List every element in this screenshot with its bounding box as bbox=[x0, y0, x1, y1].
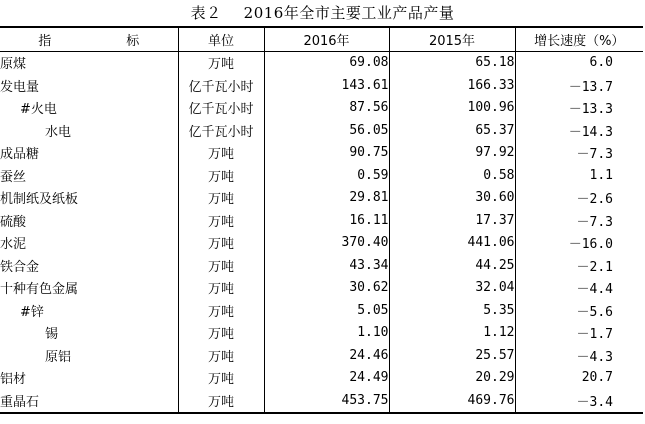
row-unit: 万吨 bbox=[178, 51, 264, 74]
row-growth-value: 20.7 bbox=[515, 367, 643, 390]
header-item-right: 标 bbox=[126, 33, 140, 49]
row-2016-value: 5.05 bbox=[264, 299, 389, 322]
row-unit: 万吨 bbox=[178, 232, 264, 255]
row-2015-value: 166.33 bbox=[389, 74, 515, 97]
row-unit: 万吨 bbox=[178, 389, 264, 413]
table-row bbox=[0, 344, 643, 367]
row-unit: 万吨 bbox=[178, 322, 264, 345]
row-growth-value: －3.4 bbox=[515, 389, 643, 413]
row-2016-value: 24.46 bbox=[264, 344, 389, 367]
header-2015: 2015年 bbox=[389, 27, 515, 51]
row-unit: 万吨 bbox=[178, 254, 264, 277]
row-unit: 亿千瓦小时 bbox=[178, 97, 264, 120]
row-2015-value: 20.29 bbox=[389, 367, 515, 390]
row-name: 铁合金 bbox=[0, 259, 40, 275]
row-name: 发电量 bbox=[0, 79, 40, 95]
row-2015-value: 17.37 bbox=[389, 209, 515, 232]
row-growth-value: －4.3 bbox=[515, 344, 643, 367]
row-name: 机制纸及纸板 bbox=[0, 192, 79, 208]
row-unit: 万吨 bbox=[178, 142, 264, 165]
row-growth-value: －2.6 bbox=[515, 187, 643, 210]
table-row bbox=[0, 51, 643, 74]
row-growth-value: －5.6 bbox=[515, 299, 643, 322]
header-growth: 增长速度（%） bbox=[515, 27, 643, 51]
row-name: 硫酸 bbox=[0, 214, 27, 230]
row-name: 成品糖 bbox=[0, 147, 40, 163]
row-name: 铝材 bbox=[0, 372, 27, 388]
table-row bbox=[0, 389, 643, 413]
row-unit: 万吨 bbox=[178, 164, 264, 187]
production-table bbox=[0, 26, 643, 414]
row-growth-value: －13.3 bbox=[515, 97, 643, 120]
row-growth-value: －7.3 bbox=[515, 142, 643, 165]
row-2015-value: 30.60 bbox=[389, 187, 515, 210]
table-row bbox=[0, 164, 643, 187]
row-2015-value: 65.18 bbox=[389, 51, 515, 74]
row-growth-value: －2.1 bbox=[515, 254, 643, 277]
row-name: 原铝 bbox=[45, 349, 72, 365]
row-2015-value: 32.04 bbox=[389, 277, 515, 300]
table-number: 表２ bbox=[190, 4, 222, 22]
row-2015-value: 5.35 bbox=[389, 299, 515, 322]
row-growth-value: －13.7 bbox=[515, 74, 643, 97]
row-unit: 万吨 bbox=[178, 277, 264, 300]
table-row bbox=[0, 97, 643, 120]
row-2015-value: 0.58 bbox=[389, 164, 515, 187]
table-title-text: 2016年全市主要工业产品产量 bbox=[243, 4, 455, 22]
row-name: 锡 bbox=[45, 327, 59, 343]
row-name: 蚕丝 bbox=[0, 169, 27, 185]
row-name: 水泥 bbox=[0, 237, 27, 253]
table-title bbox=[0, 2, 645, 24]
row-2016-value: 30.62 bbox=[264, 277, 389, 300]
table-row bbox=[0, 74, 643, 97]
row-2015-value: 100.96 bbox=[389, 97, 515, 120]
row-2015-value: 469.76 bbox=[389, 389, 515, 413]
header-2016: 2016年 bbox=[264, 27, 389, 51]
row-2016-value: 69.08 bbox=[264, 51, 389, 74]
row-2016-value: 16.11 bbox=[264, 209, 389, 232]
row-name: 原煤 bbox=[0, 57, 27, 73]
row-2016-value: 90.75 bbox=[264, 142, 389, 165]
row-2015-value: 441.06 bbox=[389, 232, 515, 255]
table-row bbox=[0, 209, 643, 232]
row-unit: 万吨 bbox=[178, 209, 264, 232]
row-growth-value: 6.0 bbox=[515, 51, 643, 74]
row-2016-value: 143.61 bbox=[264, 74, 389, 97]
row-2016-value: 29.81 bbox=[264, 187, 389, 210]
row-2015-value: 65.37 bbox=[389, 119, 515, 142]
row-2016-value: 0.59 bbox=[264, 164, 389, 187]
row-2015-value: 25.57 bbox=[389, 344, 515, 367]
row-unit: 亿千瓦小时 bbox=[178, 74, 264, 97]
row-unit: 万吨 bbox=[178, 367, 264, 390]
table-row bbox=[0, 367, 643, 390]
table-row bbox=[0, 119, 643, 142]
row-unit: 万吨 bbox=[178, 344, 264, 367]
row-growth-value: 1.1 bbox=[515, 164, 643, 187]
table-row bbox=[0, 187, 643, 210]
table-row bbox=[0, 142, 643, 165]
row-2016-value: 43.34 bbox=[264, 254, 389, 277]
row-growth-value: －4.4 bbox=[515, 277, 643, 300]
row-2016-value: 56.05 bbox=[264, 119, 389, 142]
row-2016-value: 453.75 bbox=[264, 389, 389, 413]
table-row bbox=[0, 254, 643, 277]
row-unit: 万吨 bbox=[178, 187, 264, 210]
row-growth-value: －14.3 bbox=[515, 119, 643, 142]
row-growth-value: －1.7 bbox=[515, 322, 643, 345]
row-2016-value: 1.10 bbox=[264, 322, 389, 345]
row-name: #火电 bbox=[20, 102, 57, 118]
row-2015-value: 44.25 bbox=[389, 254, 515, 277]
row-2015-value: 1.12 bbox=[389, 322, 515, 345]
row-2016-value: 370.40 bbox=[264, 232, 389, 255]
header-unit: 单位 bbox=[178, 27, 264, 51]
row-unit: 万吨 bbox=[178, 299, 264, 322]
header-item bbox=[0, 27, 178, 51]
row-growth-value: －7.3 bbox=[515, 209, 643, 232]
row-name: 重晶石 bbox=[0, 394, 40, 410]
table-row bbox=[0, 232, 643, 255]
table-row bbox=[0, 299, 643, 322]
row-name: #锌 bbox=[20, 304, 44, 320]
row-name: 十种有色金属 bbox=[0, 282, 79, 298]
table-row bbox=[0, 322, 643, 345]
row-unit: 亿千瓦小时 bbox=[178, 119, 264, 142]
header-row bbox=[0, 27, 643, 51]
row-2016-value: 24.49 bbox=[264, 367, 389, 390]
row-2016-value: 87.56 bbox=[264, 97, 389, 120]
table-row bbox=[0, 277, 643, 300]
row-name: 水电 bbox=[45, 124, 72, 140]
row-2015-value: 97.92 bbox=[389, 142, 515, 165]
header-item-left: 指 bbox=[38, 33, 52, 49]
row-growth-value: －16.0 bbox=[515, 232, 643, 255]
